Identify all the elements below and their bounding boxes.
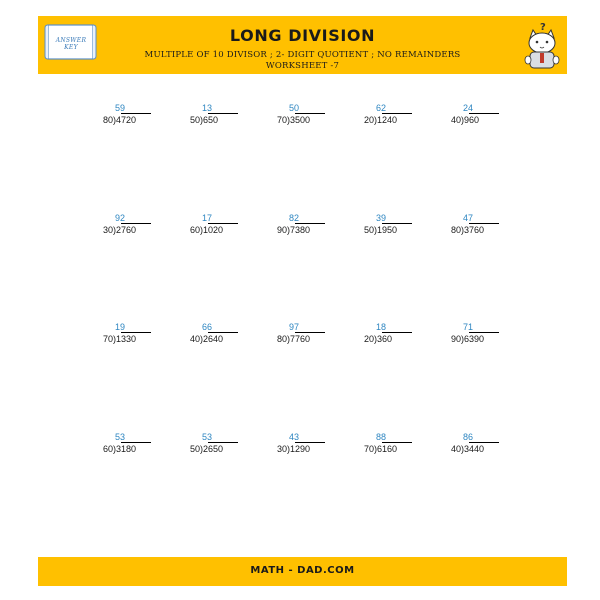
dividend: 3500 [290,115,311,125]
divisor: 70 [277,115,288,125]
division-bar [121,332,151,333]
divisor: 80 [277,334,288,344]
page-subtitle: MULTIPLE OF 10 DIVISOR ; 2- DIGIT QUOTIENT ; NO REMAINDERS [144,50,461,60]
dividend: 960 [464,115,480,125]
divisor: 60 [190,225,201,235]
dividend: 1330 [116,334,137,344]
division-expression: 70)3500 [277,115,311,125]
quotient: 92 [115,213,126,223]
answer-key-line1: ANSWER [55,37,87,44]
quotient: 97 [289,322,300,332]
dividend: 6160 [377,444,398,454]
divisor: 70 [364,444,375,454]
answer-key-line2: KEY [64,44,78,51]
dividend: 3180 [116,444,137,454]
dividend: 4720 [116,115,137,125]
division-expression: 50)2650 [190,444,224,454]
quotient: 43 [289,432,300,442]
quotient: 62 [376,103,387,113]
dividend: 7380 [290,225,311,235]
problem-r1c1 [103,103,163,127]
divisor: 90 [277,225,288,235]
problem-r3c1 [103,322,163,346]
quotient: 53 [115,432,126,442]
division-expression: 50)1950 [364,225,398,235]
division-expression: 80)4720 [103,115,137,125]
division-bar [121,442,151,443]
quotient: 71 [463,322,474,332]
division-bar [295,442,325,443]
divisor: 80 [451,225,462,235]
problem-r2c3 [277,213,337,237]
footer-banner [38,557,567,586]
quotient: 66 [202,322,213,332]
problem-r2c1 [103,213,163,237]
problem-r2c4 [364,213,424,237]
division-expression: 80)7760 [277,334,311,344]
division-bar [121,223,151,224]
division-expression: 20)1240 [364,115,398,125]
problem-r1c5 [451,103,511,127]
division-expression: 20)360 [364,334,393,344]
division-expression: 60)3180 [103,444,137,454]
division-bar [469,223,499,224]
quotient: 13 [202,103,213,113]
quotient: 24 [463,103,474,113]
division-bar [382,442,412,443]
quotient: 86 [463,432,474,442]
header-banner [38,16,567,74]
division-expression: 40)960 [451,115,480,125]
divisor: 30 [277,444,288,454]
problem-r4c5 [451,432,511,456]
quotient: 18 [376,322,387,332]
division-expression: 80)3760 [451,225,485,235]
problem-r4c2 [190,432,250,456]
division-bar [208,442,238,443]
quotient: 59 [115,103,126,113]
divisor: 20 [364,115,375,125]
division-expression: 70)6160 [364,444,398,454]
division-bar [208,113,238,114]
divisor: 20 [364,334,375,344]
problem-r1c2 [190,103,250,127]
quotient: 82 [289,213,300,223]
quotient: 47 [463,213,474,223]
dividend: 1950 [377,225,398,235]
divisor: 30 [103,225,114,235]
divisor: 80 [103,115,114,125]
division-bar [208,332,238,333]
problem-r1c4 [364,103,424,127]
division-expression: 60)1020 [190,225,224,235]
problem-r3c5 [451,322,511,346]
divisor: 50 [190,115,201,125]
division-bar [469,113,499,114]
division-bar [382,332,412,333]
division-bar [382,113,412,114]
footer-site: MATH - DAD.COM [250,565,355,576]
dividend: 2760 [116,225,137,235]
division-expression: 40)3440 [451,444,485,454]
division-bar [208,223,238,224]
quotient: 53 [202,432,213,442]
cat-mascot-icon [520,20,564,72]
problem-r1c3 [277,103,337,127]
quotient: 39 [376,213,387,223]
dividend: 3440 [464,444,485,454]
division-expression: 40)2640 [190,334,224,344]
division-expression: 50)650 [190,115,219,125]
dividend: 650 [203,115,219,125]
division-bar [469,442,499,443]
problem-r2c2 [190,213,250,237]
problem-r4c1 [103,432,163,456]
svg-text:?: ? [540,22,546,33]
division-expression: 90)7380 [277,225,311,235]
problem-r4c4 [364,432,424,456]
divisor: 60 [103,444,114,454]
problem-r3c3 [277,322,337,346]
problem-r3c2 [190,322,250,346]
divisor: 50 [364,225,375,235]
dividend: 1020 [203,225,224,235]
problem-r2c5 [451,213,511,237]
division-bar [469,332,499,333]
division-expression: 90)6390 [451,334,485,344]
division-expression: 70)1330 [103,334,137,344]
divisor: 50 [190,444,201,454]
quotient: 17 [202,213,213,223]
division-expression: 30)1290 [277,444,311,454]
divisor: 40 [451,115,462,125]
dividend: 3760 [464,225,485,235]
quotient: 88 [376,432,387,442]
worksheet-label: WORKSHEET -7 [265,61,340,71]
division-bar [295,223,325,224]
division-expression: 30)2760 [103,225,137,235]
page-title: LONG DIVISION [229,26,376,45]
problem-r3c4 [364,322,424,346]
divisor: 40 [190,334,201,344]
dividend: 6390 [464,334,485,344]
divisor: 40 [451,444,462,454]
dividend: 7760 [290,334,311,344]
problem-r4c3 [277,432,337,456]
divisor: 70 [103,334,114,344]
divisor: 90 [451,334,462,344]
dividend: 2640 [203,334,224,344]
dividend: 1240 [377,115,398,125]
dividend: 360 [377,334,393,344]
dividend: 1290 [290,444,311,454]
quotient: 50 [289,103,300,113]
dividend: 2650 [203,444,224,454]
quotient: 19 [115,322,126,332]
division-bar [295,113,325,114]
division-bar [382,223,412,224]
division-bar [295,332,325,333]
division-bar [121,113,151,114]
